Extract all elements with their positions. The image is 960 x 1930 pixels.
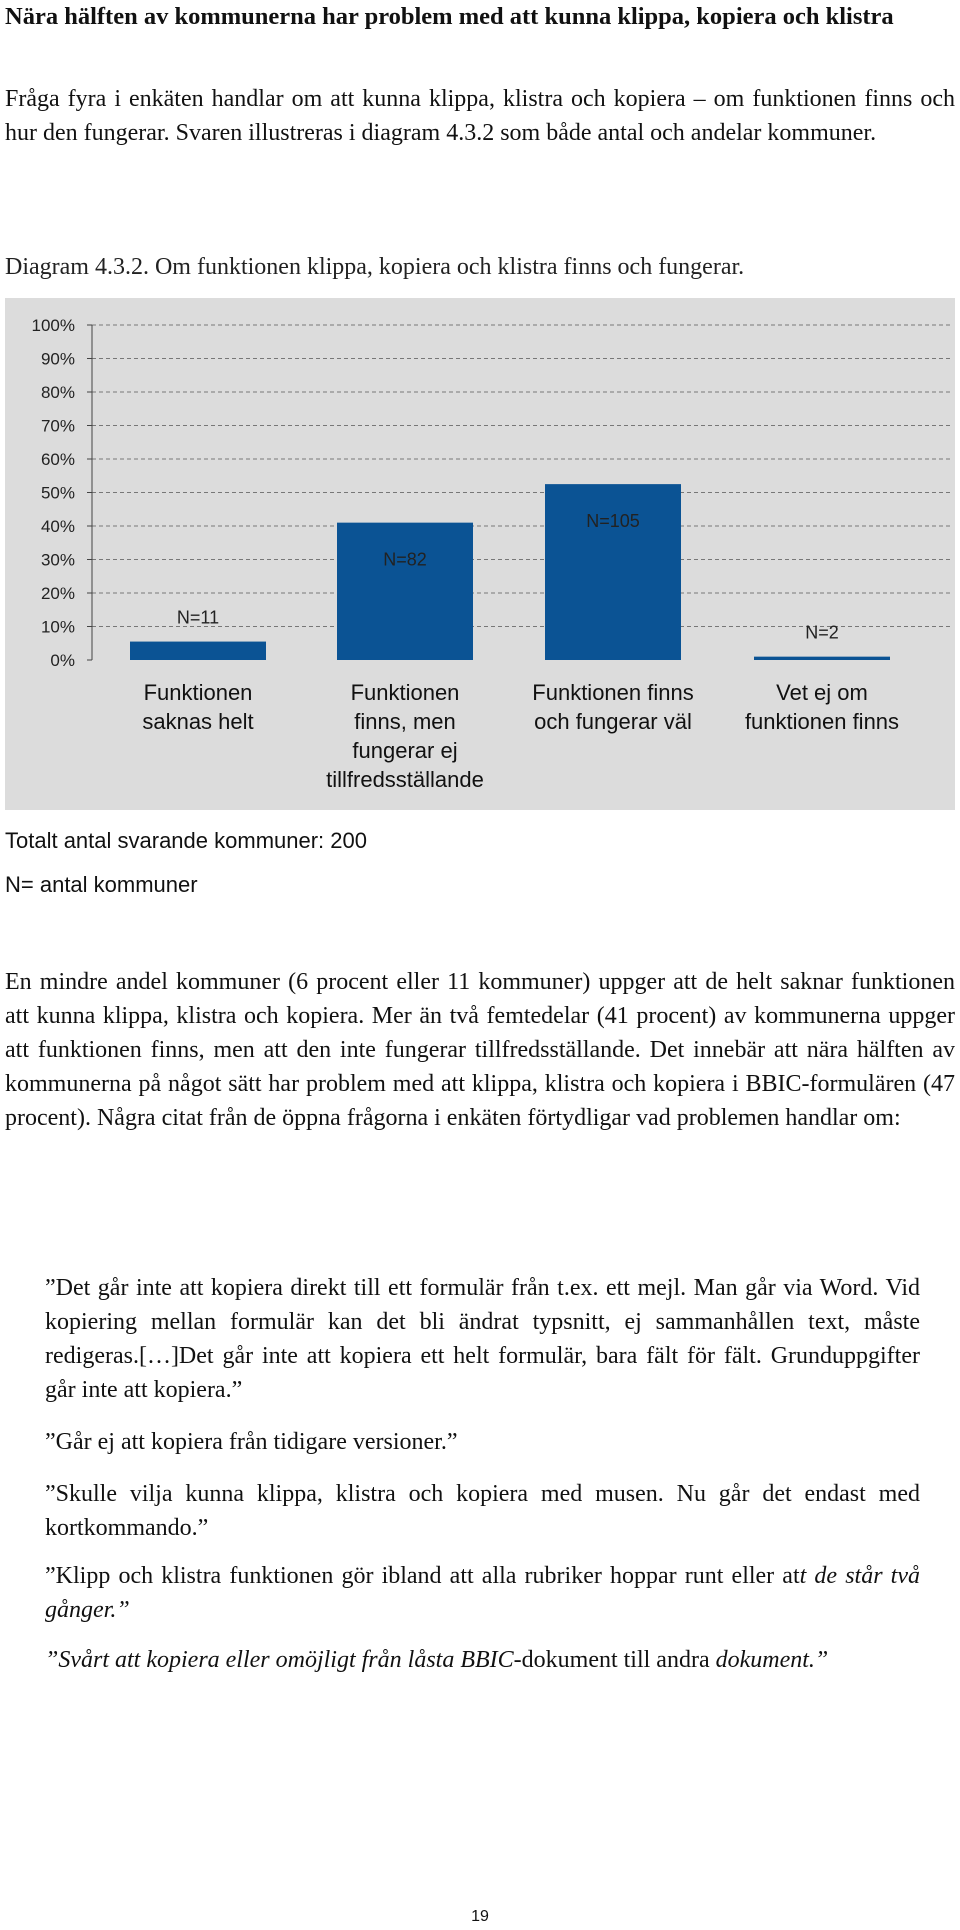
- bar: [130, 642, 266, 660]
- category-label-line: Funktionen: [350, 680, 460, 705]
- category-label: [326, 680, 484, 792]
- category-label-line: tillfredsställande: [326, 767, 484, 792]
- quote-3: ”Skulle vilja kunna klippa, klistra och kopiera med musen. Nu går det endast med kortkommando.”: [45, 1481, 920, 1541]
- y-tick-label: 80%: [40, 383, 75, 402]
- diagram-caption: Diagram 4.3.2. Om funktionen klippa, kopiera och klistra finns och fungerar.: [5, 254, 745, 280]
- bar: [754, 657, 890, 660]
- data-label: N=11: [176, 607, 220, 628]
- section-heading: Nära hälften av kommunerna har problem med att kunna klippa, kopiera och klistra: [5, 3, 894, 30]
- category-label: [142, 680, 253, 734]
- category-label-line: Vet ej om: [776, 680, 868, 705]
- page-number: 19: [471, 1908, 489, 1925]
- quote-2: ”Går ej att kopiera från tidigare versioner.”: [45, 1429, 458, 1455]
- quote-5-text: -dokument till andra: [513, 1647, 716, 1673]
- y-tick-label: 30%: [40, 550, 75, 570]
- category-label-line: funktionen finns: [744, 709, 900, 734]
- category-label-line: saknas helt: [142, 709, 254, 734]
- y-tick-label: 90%: [40, 349, 75, 369]
- quote-5-italic-end: dokument.”: [715, 1647, 829, 1673]
- body-paragraph: En mindre andel kommuner (6 procent eller 11 kommuner) uppger att de helt saknar funktionen att kunna klippa, klistra och kopiera. Mer än två femtedelar (41 procent) av kommunerna uppger att funktionen finns, men att den inte fungerar tillfredsställande. Det innebär att nära hälften av kommunerna på något sätt har problem med att klippa, klistra och kopiera i BBIC-formulären (47 procent). Några citat från de öppna frågorna i enkäten förtydligar vad problemen handlar om:: [5, 969, 955, 1131]
- chart-area: [5, 298, 955, 810]
- quote-4-italic: t de står två gånger.”: [45, 1563, 920, 1623]
- category-label-line: finns, men: [354, 709, 456, 734]
- data-label: N=2: [805, 622, 839, 643]
- quote-4-text: ”Klipp och klistra funktionen gör ibland att alla rubriker hoppar runt eller at: [45, 1563, 800, 1589]
- quote-5: [45, 1643, 920, 1677]
- data-label: N=105: [586, 511, 640, 532]
- n-definition-note: N= antal kommuner: [5, 872, 198, 897]
- quote-5-italic: ”Svårt att kopiera eller omöjligt från låsta BBIC: [45, 1647, 514, 1673]
- y-tick-label: 50%: [40, 483, 75, 503]
- bar: [337, 523, 473, 660]
- category-label: [532, 680, 693, 734]
- quote-1: ”Det går inte att kopiera direkt till ett formulär från t.ex. ett mejl. Man går via Word. Vid kopiering mellan formulär kan det bli ändrat typsnitt, ej sammanhållen text, måste redigeras.[…]Det går inte att kopiera ett helt formulär, bara fält för fält. Grunduppgifter går inte att kopiera.”: [45, 1275, 920, 1403]
- y-tick-label: 70%: [40, 416, 75, 436]
- bar-chart: [5, 298, 955, 810]
- category-label-line: Funktionen: [143, 680, 253, 705]
- y-tick-label: 60%: [40, 450, 75, 469]
- y-tick-label: 100%: [31, 316, 75, 335]
- category-label-line: fungerar ej: [352, 738, 458, 763]
- quote-4: [45, 1559, 920, 1627]
- category-label-line: och fungerar väl: [534, 709, 692, 734]
- total-respondents-note: Totalt antal svarande kommuner: 200: [5, 828, 367, 853]
- y-tick-label: 10%: [40, 617, 75, 637]
- y-tick-label: 20%: [40, 584, 75, 603]
- category-label: [745, 680, 899, 734]
- intro-paragraph: Fråga fyra i enkäten handlar om att kunna klippa, klistra och kopiera – om funktionen finns och hur den fungerar. Svaren illustreras i diagram 4.3.2 som både antal och andelar kommuner.: [5, 86, 955, 146]
- y-tick-label: 40%: [40, 517, 75, 536]
- category-label-line: Funktionen finns: [532, 680, 694, 705]
- y-tick-label: 0%: [50, 651, 75, 670]
- data-label: N=82: [383, 549, 427, 570]
